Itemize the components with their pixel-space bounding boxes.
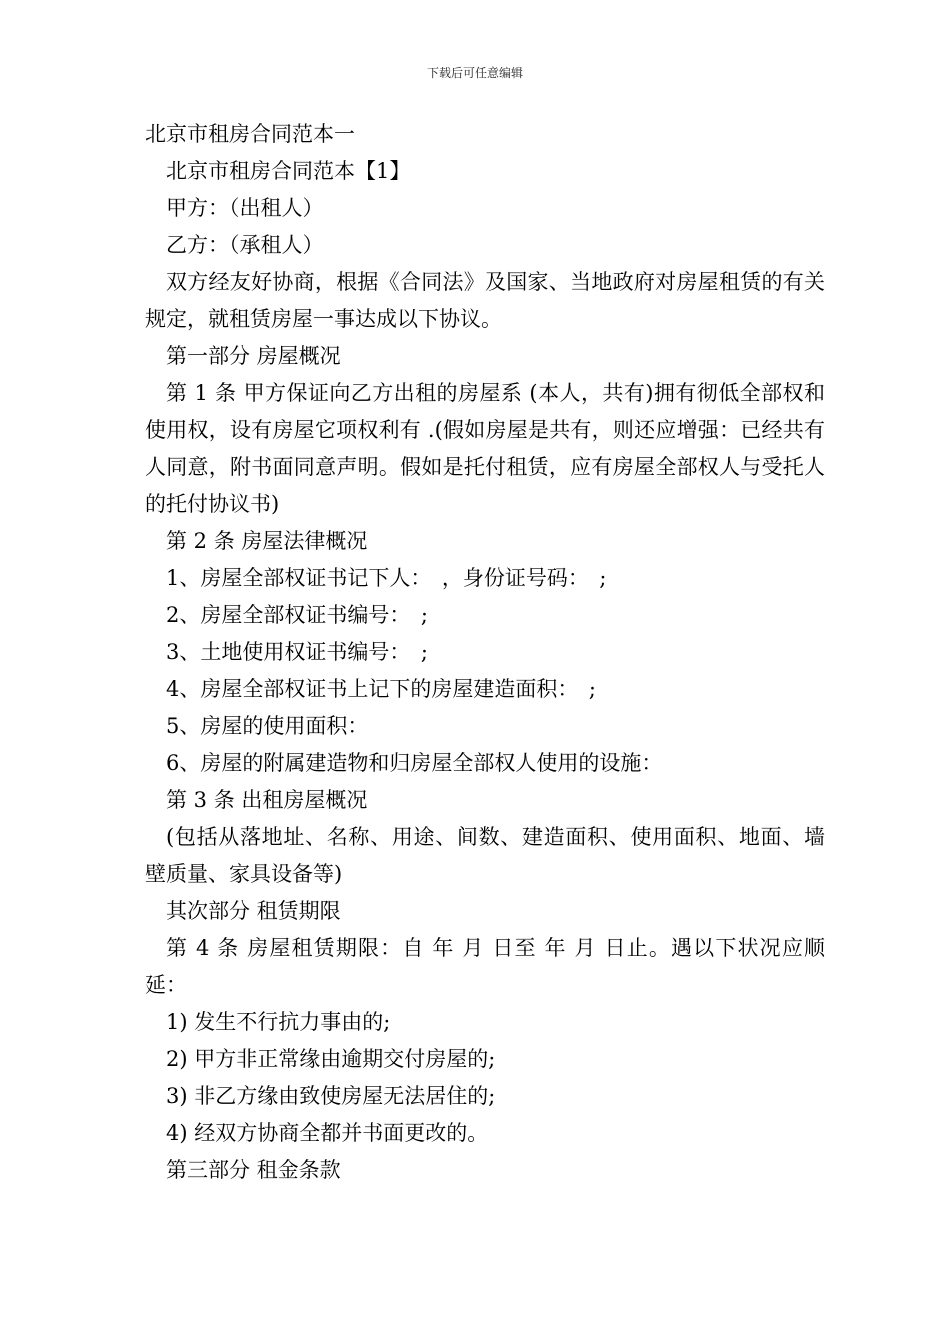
- paragraph-contract-heading: 北京市租房合同范本【1】: [166, 159, 411, 183]
- list-item-5: 5、房屋的使用面积：: [166, 714, 369, 738]
- list-item-6: 6、房屋的附属建造物和归房屋全部权人使用的设施：: [166, 751, 663, 775]
- paragraph-article-1: 第 1 条 甲方保证向乙方出租的房屋系 (本人，共有)拥有彻低全部权和使用权，设有房屋它项权利有 .(假如房屋是共有，则还应增强：已经共有人同意，附书面同意声明。假如是托付租赁，应有房屋全部权人与受托人的托付协议书): [145, 381, 825, 516]
- list-item-condition-3: 3) 非乙方缘由致使房屋无法居住的;: [166, 1084, 496, 1108]
- list-item-3: 3、土地使用权证书编号： ;: [166, 640, 428, 664]
- paragraph-article-4: 第 4 条 房屋租赁期限：自 年 月 日至 年 月 日止。遇以下状况应顺延：: [145, 936, 825, 997]
- list-item-2: 2、房屋全部权证书编号： ;: [166, 603, 428, 627]
- paragraph-party-b: 乙方：（承租人）: [166, 233, 324, 257]
- list-item-1: 1、房屋全部权证书记下人： ，身份证号码： ;: [166, 566, 607, 590]
- paragraph-preamble: 双方经友好协商，根据《合同法》及国家、当地政府对房屋租赁的有关规定，就租赁房屋一事达成以下协议。: [145, 270, 825, 331]
- article-heading-3: 第 3 条 出租房屋概况: [166, 788, 368, 812]
- list-item-4: 4、房屋全部权证书上记下的房屋建造面积： ;: [166, 677, 596, 701]
- list-item-condition-1: 1) 发生不行抗力事由的;: [166, 1010, 391, 1034]
- document-title: 北京市租房合同范本一: [145, 122, 355, 146]
- section-heading-part-2: 其次部分 租赁期限: [166, 899, 341, 923]
- document-body: [145, 116, 825, 1189]
- page-header-note: 下载后可任意编辑: [426, 66, 523, 80]
- article-heading-2: 第 2 条 房屋法律概况: [166, 529, 368, 553]
- paragraph-party-a: 甲方：（出租人）: [166, 196, 324, 220]
- list-item-condition-2: 2) 甲方非正常缘由逾期交付房屋的;: [166, 1047, 496, 1071]
- list-item-condition-4: 4) 经双方协商全都并书面更改的。: [166, 1121, 489, 1145]
- paragraph-article-3-detail: (包括从落地址、名称、用途、间数、建造面积、使用面积、地面、墙壁质量、家具设备等): [145, 825, 825, 886]
- section-heading-part-1: 第一部分 房屋概况: [166, 344, 341, 368]
- section-heading-part-3: 第三部分 租金条款: [166, 1158, 341, 1182]
